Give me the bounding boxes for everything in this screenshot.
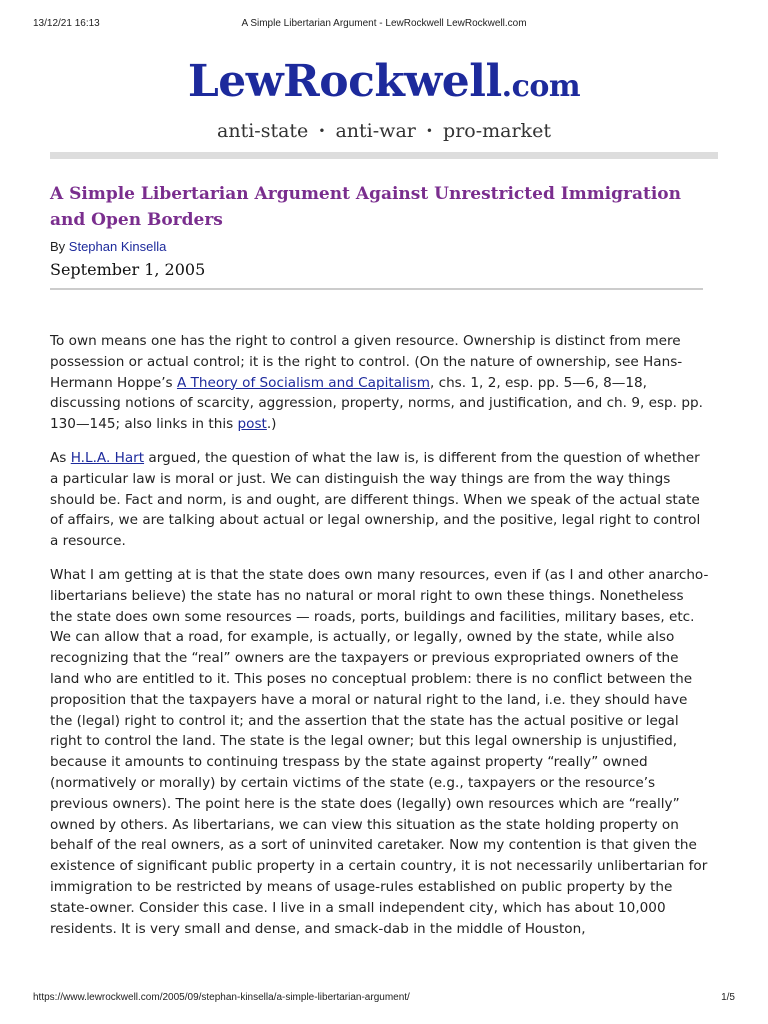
logo-main: LewRockwell <box>187 56 502 107</box>
header-divider <box>50 152 718 159</box>
article-byline <box>50 239 710 254</box>
paragraph-3: What I am getting at is that the state does own many resources, even if (as I and other anarcho-libertarians believe) the state has no natural or moral right to own these things. Nonetheless the state does own some resources — roads, ports, buildings and facilities, military bases, etc. We can allow that a road, for example, is actually, or legally, owned by the state, while also recognizing that the “real” owners are the taxpayers or previous expropriated owners of the land who are entitled to it. This poses no conceptual problem: there is no conflict between the proposition that the taxpayers have a moral or natural right to the land, i.e. they should have the (legal) right to control it; and the assertion that the state has the actual positive or legal right to control the land. The state is the legal owner; but this legal ownership is unjustified, because it amounts to continuing trespass by the state against property “really” owned (normatively or morally) by certain victims of the state (e.g., taxpayers or the resource’s previous owners). The point here is the state does (legally) own resources which are “really” owned by others. As libertarians, we can view this situation as the state holding property on behalf of the real owners, as a sort of uninvited caretaker. Now my contention is that given the existence of significant public property in a certain country, it is not necessarily unlibertarian for immigration to be restricted by means of usage-rules established on public property by the state-owner. Consider this case. I live in a small independent city, which has about 10,000 residents. It is very small and dense, and smack-dab in the middle of Houston, <box>50 566 709 937</box>
article-body <box>50 331 710 952</box>
print-url: https://www.lewrockwell.com/2005/09/stephan-kinsella/a-simple-libertarian-argument/ <box>33 992 410 1003</box>
site-tagline <box>0 119 768 145</box>
print-datetime: 13/12/21 16:13 <box>33 18 100 29</box>
tagline-bullet: • <box>318 124 326 138</box>
paragraph-text: argued, the question of what the law is, is different from the question of whether a particular law is moral or just. We can distinguish the way things are from the way things should be. Fact and norm, is and ought, are different things. When we speak of the actual state of affairs, we are talking about actual or legal ownership, and the positive, legal right to control a resource. <box>50 449 701 550</box>
article-title: A Simple Libertarian Argument Against Unrestricted Immigration and Open Borders <box>50 184 682 230</box>
author-link[interactable]: Stephan Kinsella <box>68 239 167 254</box>
tagline-pro-market: pro-market <box>443 120 551 142</box>
paragraph-text: As <box>50 449 71 466</box>
article-date: September 1, 2005 <box>50 260 206 279</box>
print-header <box>33 18 735 32</box>
masthead <box>0 56 768 145</box>
print-footer <box>33 992 735 1006</box>
paragraph-text: , chs. 1, 2, esp. pp. 5—6, 8—18, discussing notions of scarcity, aggression, property, norms, and justification, and ch. 9, esp. pp. 130—145; also links in this <box>50 374 703 433</box>
paragraph-1 <box>50 331 710 435</box>
print-page-title: A Simple Libertarian Argument - LewRockwell LewRockwell.com <box>241 18 527 29</box>
tagline-anti-state: anti-state <box>217 120 309 142</box>
byline-prefix: By <box>50 239 69 254</box>
paragraph-text: To own means one has the right to control a given resource. Ownership is distinct from mere possession or actual control; it is the right to control. (On the nature of ownership, see Hans-Hermann Hoppe’s <box>50 333 683 391</box>
hoppe-book-link[interactable]: A Theory of Socialism and Capitalism <box>176 374 430 391</box>
paragraph-2 <box>50 448 710 552</box>
hart-link[interactable]: H.L.A. Hart <box>70 449 145 466</box>
tagline-anti-war: anti-war <box>335 120 416 142</box>
paragraph-text: .) <box>266 416 277 433</box>
article-divider <box>50 288 703 290</box>
article-header <box>50 181 710 279</box>
site-logo[interactable] <box>0 56 768 113</box>
post-link[interactable]: post <box>237 416 267 433</box>
logo-suffix: .com <box>501 69 581 104</box>
print-page-number: 1/5 <box>721 992 735 1003</box>
tagline-bullet: • <box>425 124 433 138</box>
